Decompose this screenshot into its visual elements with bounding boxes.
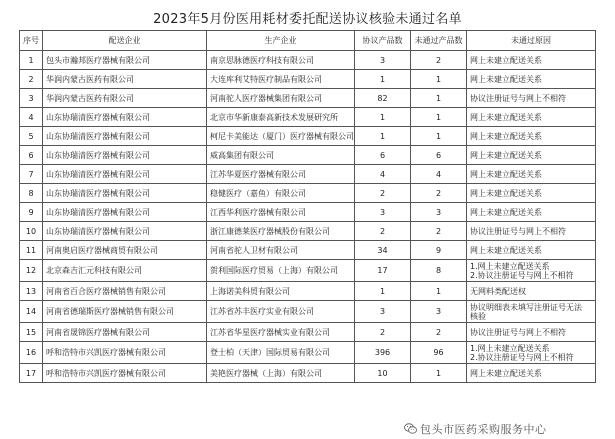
reason-line: 网上未建立配送关系	[470, 112, 542, 122]
table-row	[20, 146, 596, 165]
cell-agreement-count: 1	[355, 70, 411, 89]
cell-seq: 10	[20, 222, 43, 241]
cell-manufacturer: 柯尼卡美能达（厦门）医疗器械有限公司	[207, 127, 355, 146]
cell-distributor: 呼和浩特市兴凯医疗器械有限公司	[43, 364, 207, 383]
cell-reason	[467, 260, 596, 282]
cell-reason	[467, 51, 596, 70]
cell-reason	[467, 241, 596, 260]
cell-manufacturer: 江西华利医疗器械有限公司	[207, 203, 355, 222]
cell-failed-count: 4	[411, 165, 467, 184]
cell-seq: 17	[20, 364, 43, 383]
cell-agreement-count: 17	[355, 260, 411, 282]
cell-distributor: 山东协瑞清医疗器械有限公司	[43, 146, 207, 165]
cell-failed-count: 2	[411, 323, 467, 342]
cell-seq: 2	[20, 70, 43, 89]
cell-distributor: 山东协瑞清医疗器械有限公司	[43, 222, 207, 241]
cell-failed-count: 96	[411, 342, 467, 364]
header-seq: 序号	[20, 31, 43, 51]
reason-line: 网上未建立配送关系	[470, 131, 542, 141]
header-distributor: 配送企业	[43, 31, 207, 51]
cell-manufacturer: 美艳医疗器械（上海）有限公司	[207, 364, 355, 383]
cell-reason	[467, 222, 596, 241]
cell-manufacturer: 浙江康德莱医疗器械股份有限公司	[207, 222, 355, 241]
reason-line: 2.协议注册证号与网上不相符	[470, 352, 574, 362]
table-row	[20, 184, 596, 203]
cell-seq: 9	[20, 203, 43, 222]
cell-distributor: 山东协瑞清医疗器械有限公司	[43, 203, 207, 222]
cell-manufacturer: 大连库利艾特医疗制品有限公司	[207, 70, 355, 89]
cell-agreement-count: 82	[355, 89, 411, 108]
cell-reason	[467, 282, 596, 301]
table-row	[20, 301, 596, 323]
reason-line: 协议注册证号与网上不相符	[470, 226, 566, 236]
cell-agreement-count: 3	[355, 51, 411, 70]
watermark	[404, 421, 547, 437]
cell-failed-count: 2	[411, 222, 467, 241]
cell-seq: 14	[20, 301, 43, 323]
reason-line: 网上未建立配送关系	[470, 188, 542, 198]
table-row	[20, 165, 596, 184]
cell-agreement-count: 396	[355, 342, 411, 364]
reason-line: 网上未建立配送关系	[470, 55, 542, 65]
reason-line: 网上未建立配送关系	[470, 150, 542, 160]
cell-seq: 8	[20, 184, 43, 203]
cell-reason	[467, 184, 596, 203]
cell-seq: 3	[20, 89, 43, 108]
cell-failed-count: 1	[411, 282, 467, 301]
cell-failed-count: 2	[411, 184, 467, 203]
cell-agreement-count: 1	[355, 127, 411, 146]
reason-line: 网上未建立配送关系	[470, 245, 542, 255]
cell-manufacturer: 稳健医疗（嘉鱼）有限公司	[207, 184, 355, 203]
failed-list-table	[19, 30, 596, 383]
cell-seq: 6	[20, 146, 43, 165]
cell-agreement-count: 3	[355, 203, 411, 222]
cell-agreement-count: 1	[355, 108, 411, 127]
reason-line: 协议明细表未填写注册证号无法	[470, 302, 582, 312]
cell-reason	[467, 165, 596, 184]
table-row	[20, 222, 596, 241]
table-row	[20, 282, 596, 301]
document-title: 2023年5月份医用耗材委托配送协议核验未通过名单	[153, 12, 462, 27]
cell-seq: 16	[20, 342, 43, 364]
reason-line: 协议注册证号与网上不相符	[470, 327, 566, 337]
cell-failed-count: 3	[411, 301, 467, 323]
cell-distributor: 包头市瀚邦医疗器械有限公司	[43, 51, 207, 70]
table-row	[20, 241, 596, 260]
cell-failed-count: 9	[411, 241, 467, 260]
cell-manufacturer: 登士柏（天津）国际贸易有限公司	[207, 342, 355, 364]
cell-distributor: 华润内蒙古医药有限公司	[43, 89, 207, 108]
cell-agreement-count: 2	[355, 323, 411, 342]
cell-reason	[467, 108, 596, 127]
cell-seq: 15	[20, 323, 43, 342]
cell-agreement-count: 2	[355, 222, 411, 241]
cell-manufacturer: 南京思脉德医疗科技有限公司	[207, 51, 355, 70]
table-row	[20, 260, 596, 282]
cell-agreement-count: 3	[355, 301, 411, 323]
cell-failed-count: 8	[411, 260, 467, 282]
cell-seq: 13	[20, 282, 43, 301]
cell-manufacturer: 江苏省苏丰医疗实业有限公司	[207, 301, 355, 323]
cell-failed-count: 2	[411, 51, 467, 70]
table-header-row	[20, 31, 596, 51]
header-agreement-count: 协议产品数	[355, 31, 411, 51]
reason-line: 协议注册证号与网上不相符	[470, 93, 566, 103]
cell-manufacturer: 贺利国际医疗贸易（上海）有限公司	[207, 260, 355, 282]
cell-reason	[467, 127, 596, 146]
reason-line: 无网料类配送权	[470, 286, 526, 296]
cell-reason	[467, 301, 596, 323]
reason-line: 1.网上未建立配送关系	[470, 343, 550, 353]
cell-agreement-count: 34	[355, 241, 411, 260]
table-row	[20, 364, 596, 383]
reason-line: 网上未建立配送关系	[470, 74, 542, 84]
cell-manufacturer: 河南省驼人卫材有限公司	[207, 241, 355, 260]
cell-agreement-count: 4	[355, 165, 411, 184]
watermark-text: 包头市医药采购服务中心	[420, 423, 547, 436]
cell-distributor: 河南省晟锦医疗器械有限公司	[43, 323, 207, 342]
header-manufacturer: 生产企业	[207, 31, 355, 51]
cell-seq: 7	[20, 165, 43, 184]
reason-line: 网上未建立配送关系	[470, 207, 542, 217]
cell-reason	[467, 203, 596, 222]
cell-manufacturer: 威高集团有限公司	[207, 146, 355, 165]
cell-agreement-count: 2	[355, 184, 411, 203]
table-row	[20, 51, 596, 70]
table-row	[20, 70, 596, 89]
cell-distributor: 山东协瑞清医疗器械有限公司	[43, 127, 207, 146]
cell-distributor: 北京森吉汇元科技有限公司	[43, 260, 207, 282]
cell-seq: 4	[20, 108, 43, 127]
cell-manufacturer: 江苏省华星医疗器械实业有限公司	[207, 323, 355, 342]
cell-seq: 11	[20, 241, 43, 260]
cell-reason	[467, 364, 596, 383]
cell-reason	[467, 146, 596, 165]
cell-seq: 12	[20, 260, 43, 282]
table-row	[20, 203, 596, 222]
cell-distributor: 华润内蒙古医药有限公司	[43, 70, 207, 89]
cell-distributor: 山东协瑞清医疗器械有限公司	[43, 184, 207, 203]
cell-failed-count: 1	[411, 127, 467, 146]
cell-reason	[467, 323, 596, 342]
cell-distributor: 山东协瑞清医疗器械有限公司	[43, 108, 207, 127]
header-reason: 未通过原因	[467, 31, 596, 51]
reason-line: 1.网上未建立配送关系	[470, 261, 550, 271]
cell-reason	[467, 342, 596, 364]
cell-manufacturer: 上海诺美科贸有限公司	[207, 282, 355, 301]
cell-manufacturer: 江苏华夏医疗器械有限公司	[207, 165, 355, 184]
reason-line: 网上未建立配送关系	[470, 169, 542, 179]
cell-distributor: 河南省德瑞斯医疗器械销售有限公司	[43, 301, 207, 323]
table-row	[20, 108, 596, 127]
cell-reason	[467, 89, 596, 108]
cell-agreement-count: 10	[355, 364, 411, 383]
cell-distributor: 河南奥启医疗器械商贸有限公司	[43, 241, 207, 260]
reason-line: 网上未建立配送关系	[470, 368, 542, 378]
cell-failed-count: 1	[411, 89, 467, 108]
table-row	[20, 342, 596, 364]
cell-agreement-count: 1	[355, 282, 411, 301]
cell-distributor: 呼和浩特市兴凯医疗器械有限公司	[43, 342, 207, 364]
cell-manufacturer: 河南驼人医疗器械集团有限公司	[207, 89, 355, 108]
reason-line: 核验	[470, 311, 486, 321]
wechat-icon	[404, 423, 417, 434]
cell-failed-count: 6	[411, 146, 467, 165]
cell-agreement-count: 6	[355, 146, 411, 165]
table-row	[20, 127, 596, 146]
cell-distributor: 河南省百合医疗器械销售有限公司	[43, 282, 207, 301]
cell-seq: 5	[20, 127, 43, 146]
table-row	[20, 323, 596, 342]
cell-seq: 1	[20, 51, 43, 70]
cell-reason	[467, 70, 596, 89]
cell-failed-count: 1	[411, 108, 467, 127]
cell-failed-count: 3	[411, 203, 467, 222]
cell-manufacturer: 北京市华新康泰高新技术发展研究所	[207, 108, 355, 127]
reason-line: 2.协议注册证号与网上不相符	[470, 270, 574, 280]
cell-failed-count: 1	[411, 364, 467, 383]
cell-failed-count: 1	[411, 70, 467, 89]
cell-distributor: 山东协瑞清医疗器械有限公司	[43, 165, 207, 184]
header-failed-count: 未通过产品数	[411, 31, 467, 51]
table-row	[20, 89, 596, 108]
